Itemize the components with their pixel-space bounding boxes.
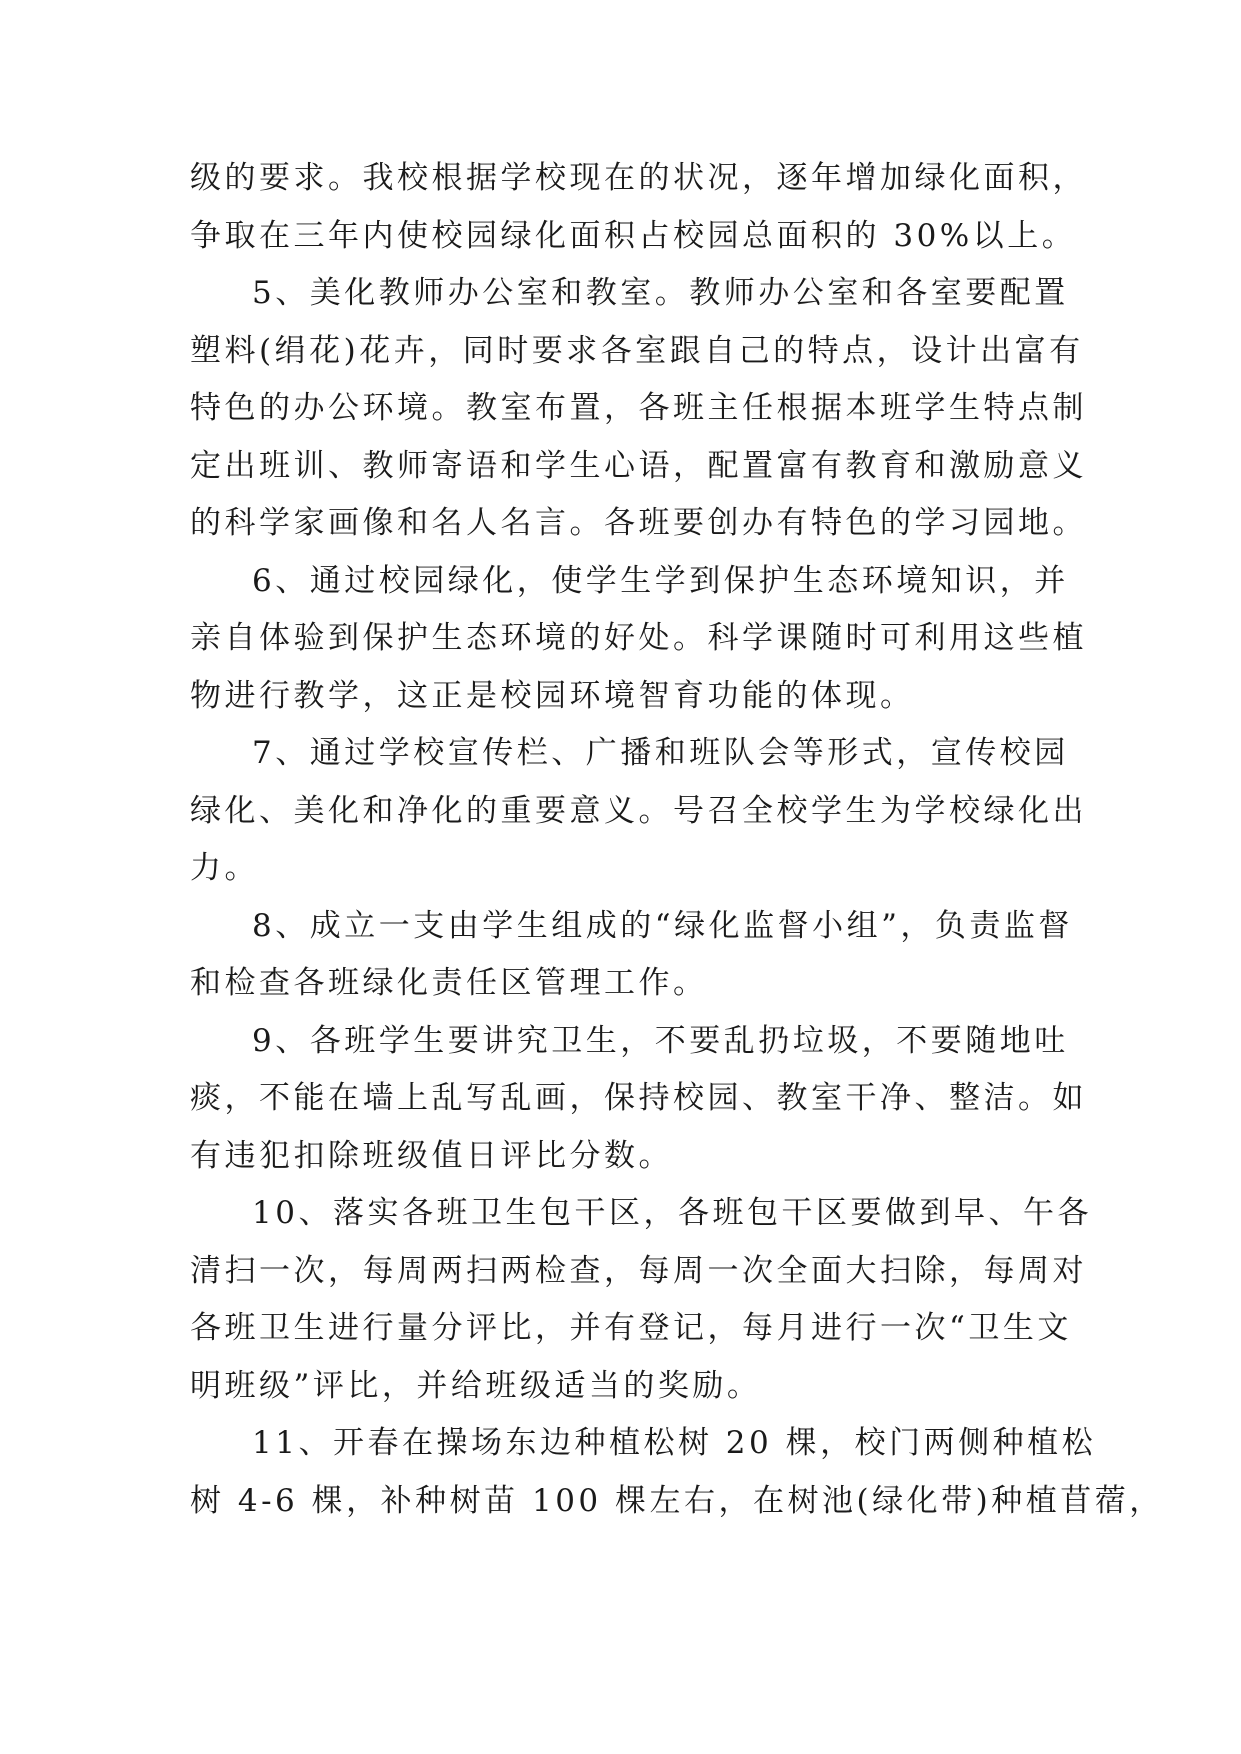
paragraph-item-5 [190, 265, 1087, 553]
text-line: 6、通过校园绿化，使学生学到保护生态环境知识，并 [252, 562, 1069, 599]
text-line: 物进行教学，这正是校园环境智育功能的体现。 [190, 677, 915, 714]
text-line: 痰，不能在墙上乱写乱画，保持校园、教室干净、整洁。如 [190, 1080, 1087, 1116]
text-line: 5、美化教师办公室和教室。教师办公室和各室要配置 [252, 275, 1069, 311]
paragraph-item-10 [190, 1185, 1092, 1415]
paragraph-continuation [190, 150, 1087, 265]
text-line: 11、开春在操场东边种植松树 20 棵，校门两侧种植松 [252, 1425, 1097, 1461]
text-line: 的科学家画像和名人名言。各班要创办有特色的学习园地。 [190, 505, 1087, 541]
text-line: 争取在三年内使校园绿化面积占校园总面积的 30%以上。 [190, 217, 1077, 254]
text-line: 树 4-6 棵，补种树苗 100 棵左右，在树池(绿化带)种植苜蓿， [190, 1482, 1164, 1519]
text-line: 塑料(绢花)花卉，同时要求各室跟自己的特点，设计出富有 [190, 332, 1084, 369]
text-line: 力。 [190, 850, 259, 886]
text-line: 级的要求。我校根据学校现在的状况，逐年增加绿化面积， [190, 160, 1087, 196]
text-line: 有违犯扣除班级值日评比分数。 [190, 1137, 673, 1174]
text-line: 10、落实各班卫生包干区，各班包干区要做到早、午各 [252, 1195, 1092, 1231]
text-line: 亲自体验到保护生态环境的好处。科学课随时可利用这些植 [190, 620, 1087, 656]
text-line: 绿化、美化和净化的重要意义。号召全校学生为学校绿化出 [190, 792, 1087, 829]
text-line: 各班卫生进行量分评比，并有登记，每月进行一次“卫生文 [190, 1310, 1072, 1346]
paragraph-item-7 [190, 725, 1087, 898]
text-line: 9、各班学生要讲究卫生，不要乱扔垃圾，不要随地吐 [252, 1022, 1069, 1059]
paragraph-item-6 [190, 553, 1087, 726]
text-line: 8、成立一支由学生组成的“绿化监督小组”，负责监督 [252, 907, 1073, 944]
text-line: 清扫一次，每周两扫两检查，每周一次全面大扫除，每周对 [190, 1252, 1087, 1289]
paragraph-item-11 [190, 1415, 1164, 1530]
text-line: 和检查各班绿化责任区管理工作。 [190, 965, 708, 1001]
text-line: 7、通过学校宣传栏、广播和班队会等形式，宣传校园 [252, 735, 1069, 771]
paragraph-item-8 [190, 898, 1073, 1013]
text-line: 明班级”评比，并给班级适当的奖励。 [190, 1367, 762, 1404]
document-body [190, 150, 1164, 1530]
text-line: 特色的办公环境。教室布置，各班主任根据本班学生特点制 [190, 390, 1087, 426]
text-line: 定出班训、教师寄语和学生心语，配置富有教育和激励意义 [190, 447, 1087, 484]
paragraph-item-9 [190, 1013, 1087, 1186]
